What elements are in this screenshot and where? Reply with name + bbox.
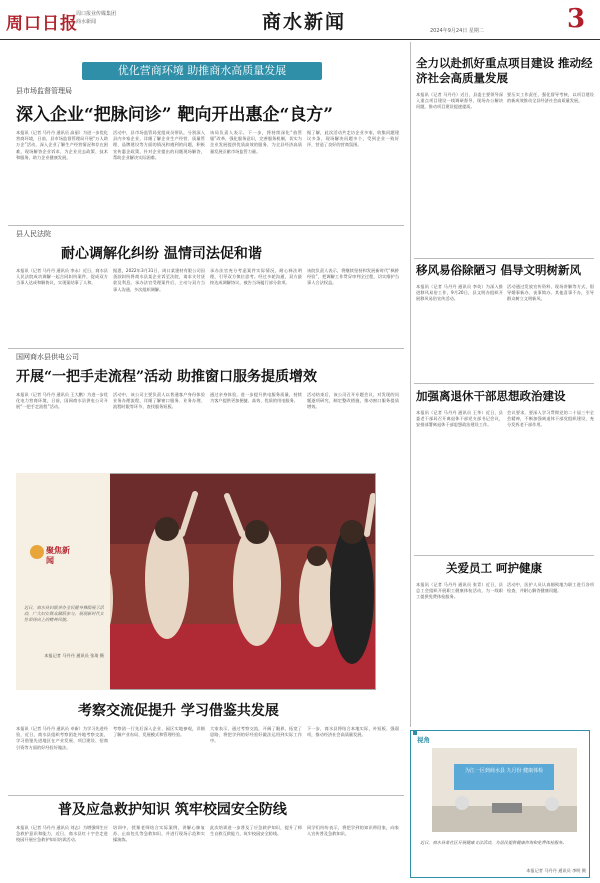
article-body: 活动中，县市场监管局党组成员带队，分别深入县内多家企业，详细了解企业生产经营、质量管理、品牌建设等方面的情况和遇到的问题，积极宣传惠企政策，针对企业提出的问题现场解答，帮助企业解决实际困难。: [113, 130, 205, 160]
photo-caption: 近日，商水县妇联举办全民健身舞蹈展示活动，广大妇女群众踊跃参与，展现新时代女性昂扬向上的精神风貌。: [24, 605, 104, 623]
article-body: 本报讯（记者 马丹丹 通讯员 王大鹏）为进一步优化电力营商环境，日前，国网商水县供电公司开展“一把手走流程”活动。: [16, 392, 108, 410]
article-divider: [414, 555, 594, 556]
article-body: 该院负责人表示，将继续坚持和发展新时代“枫桥经验”，把调解工作贯穿审判全过程，切实维护当事人合法权益。: [307, 268, 399, 286]
masthead-info-line1: 周口报业传媒集团: [76, 11, 117, 17]
masthead-info: [76, 10, 116, 26]
article-body: 本报讯（记者 马丹丹 通讯员 李永）近日，商水县人民法院成功调解一起合同纠纷案件，促成双方当事人达成和解协议，实现案结事了人和。: [16, 268, 108, 286]
article-body: 要压实工作责任，强化督导考核，以项目建设的新成效推动全县经济社会高质量发展。: [507, 92, 594, 104]
health-photo: [432, 748, 577, 832]
article-first-aid: [16, 799, 401, 883]
page-number: 3: [567, 4, 586, 34]
article-divider: [8, 795, 404, 796]
article-kicker: 国网商水县供电公司: [16, 353, 79, 361]
article-body: 通过亲身体验，进一步提升供电服务质量，持续为客户提供更加便捷、高效、优质的用电服务。: [210, 392, 302, 404]
article-body: 活动中，医护人员认真细致地为职工进行各项检查，并耐心解答健康问题。: [507, 582, 594, 594]
article-body: 同学们纷纷表示，将把学到的知识带回家，向家人宣传普及急救知识。: [307, 825, 399, 837]
article-body: 会议要求，要深入学习贯彻党的二十届三中全会精神，不断加强离退休干部党组织建设，充分发挥老干部作用。: [507, 410, 594, 428]
article-body: 本报讯（记者 马丹丹 通讯员 张青）近日，县总工会组织开展职工健康体检活动，为一线职工提供免费体检服务。: [416, 582, 503, 600]
article-key-projects: [416, 56, 594, 242]
health-photo-image: [432, 748, 577, 832]
article-study-tour: [16, 700, 401, 792]
article-divider: [414, 383, 594, 384]
section-title: 商水新闻: [262, 11, 347, 33]
article-title: 普及应急救护知识 筑牢校园安全防线: [58, 802, 287, 818]
article-staff-health: [416, 560, 594, 728]
focus-icon: [30, 545, 44, 559]
camera-icon: [413, 731, 417, 735]
photo-banner-text: 为江一区到商水县 九月份 健康体检: [464, 768, 544, 774]
article-body: 本报讯（记者 马丹丹 通讯员 刘志）为增强师生应急救护意识和能力，近日，商水县红十字会走进校园开展应急救护知识培训活动。: [16, 825, 108, 843]
newspaper-logo: 周口日报: [6, 14, 78, 34]
column-divider: [410, 42, 411, 727]
masthead-info-line2: 商水新闻: [76, 19, 97, 25]
article-market-supervision: [16, 86, 401, 226]
article-court: [16, 229, 401, 350]
article-title: 考察交流促提升 学习借鉴共发展: [78, 703, 279, 719]
photo-credit: 本报记者 马丹丹 通讯员 李明 摄: [526, 868, 586, 873]
article-body: 活动结束后，该公司召开专题会议，对发现的问题逐项研究，制定整改措施，推动窗口服务提质增效。: [307, 392, 399, 410]
article-kicker: 县市场监督管理局: [16, 87, 72, 95]
article-body: 该局负责人表示，下一步，将持续深化“放管服”改革，强化服务意识，完善服务机制，切实为企业发展提供优质高效的服务，为全县经济高质量发展贡献市场监管力量。: [210, 130, 302, 154]
photo-sidebar: [16, 473, 110, 690]
theme-banner: 优化营商环境 助推商水高质量发展: [82, 62, 322, 80]
article-divider: [414, 258, 594, 259]
article-body: 活动中，该公司主要负责人以普通客户身份体验业务办理流程，详细了解窗口服务、业务办理、流程时限等环节，查找服务短板。: [113, 392, 205, 410]
article-body: 下一步，商水县将结合本地实际，补短板、强弱项，推动经济社会高质量发展。: [307, 726, 399, 738]
photo-label: 聚焦新闻: [46, 545, 70, 565]
article-body: 本报讯（记者 马丹丹 通讯员 高丽）为进一步优化营商环境，日前，县市场监督管理局开展“万人助万企”活动，深入企业了解生产经营情况和存在困难，现场解答企业诉求，为企业送去政策、技术和服务，助力企业健康发展。: [16, 130, 108, 160]
article-title: 全力以赴抓好重点项目建设 推动经济社会高质量发展: [416, 56, 593, 85]
article-body: 考察团一行先后深入企业、园区实地参观，详细了解产业布局、发展模式和管理经验。: [113, 726, 205, 738]
article-body: 培训中，授课老师结合实际案例，讲解心肺复苏、止血包扎等急救知识，并进行现场示范和实操演练。: [113, 825, 205, 843]
photo-caption: 近日，商水县某社区开展健康义诊活动，为居民提供健康咨询和免费体检服务。: [420, 840, 567, 845]
article-body: 据悉，2022年3月31日，周口某建材有限公司因货款纠纷将商水县某企业诉至法院，请求支付货款及利息。承办法官受理案件后，主动与双方当事人沟通，多次组织调解。: [113, 268, 205, 292]
article-power-supply: [16, 352, 401, 472]
article-body: 大家表示，通过考察交流，开阔了眼界，拓宽了思路，将把学到的好经验好做法运用到实际工作中。: [210, 726, 302, 744]
article-title: 移风易俗除陋习 倡导文明树新风: [416, 263, 582, 277]
article-body: 本报讯（记者 马丹丹）近日，县委主要领导深入重点项目建设一线调研督导，现场办公解决问题，推动项目建设提速提质。: [416, 92, 503, 110]
article-body: 本报讯（记者 马丹丹 通讯员 李英）为深入推进移风易俗工作，9月20日，县文明办组织开展移风易俗宣传活动。: [416, 284, 503, 302]
article-body: 此次培训进一步普及了应急救护知识，提升了师生自救互救能力，筑牢校园安全防线。: [210, 825, 302, 837]
article-title: 开展“一把手走流程”活动 助推窗口服务提质增效: [16, 369, 317, 385]
dateline: 2024年9月24日 星期二: [430, 28, 484, 34]
masthead: [0, 0, 600, 40]
article-retired-cadres: [416, 388, 594, 540]
article-title: 关爱员工 呵护健康: [446, 561, 543, 575]
article-kicker: 县人民法院: [16, 230, 51, 238]
article-body: 本报讯（记者 马丹丹 通讯员 王华）近日，县委老干部局召开离退休干部党支部书记会议，安排部署离退休干部思想政治建设工作。: [416, 410, 503, 428]
photo-credit: 本报记者 马丹丹 通讯员 张琦 摄: [44, 653, 104, 658]
article-civilization: [416, 262, 594, 368]
article-body: 据了解，此次活动共走访企业多家，收集问题建议多条，现场解决问题多个，受到企业一致好评，营造了良好的营商氛围。: [307, 130, 399, 148]
article-title: 深入企业“把脉问诊” 靶向开出惠企“良方”: [16, 105, 334, 125]
perspective-label: 视角: [417, 736, 430, 744]
article-body: 承办法官充分考虑案件实际情况，耐心释法明理，引导双方换位思考。经过多轮沟通，双方最终达成调解协议，被告当场履行部分款项。: [210, 268, 302, 286]
article-body: 本报讯（记者 马丹丹 通讯员 卓新）为学习先进经验，近日，商水县组织考察团赴外地考察交流，学习借鉴先进地区在产业发展、项目建设、招商引资等方面的好经验好做法。: [16, 726, 108, 750]
article-title: 加强离退休干部思想政治建设: [416, 389, 566, 403]
article-body: 活动通过发放宣传资料、现场讲解等方式，倡导婚事新办、丧事简办、其他喜事不办，引导群众树立文明新风。: [507, 284, 594, 302]
article-title: 耐心调解化纠纷 温情司法促和谐: [61, 246, 262, 262]
